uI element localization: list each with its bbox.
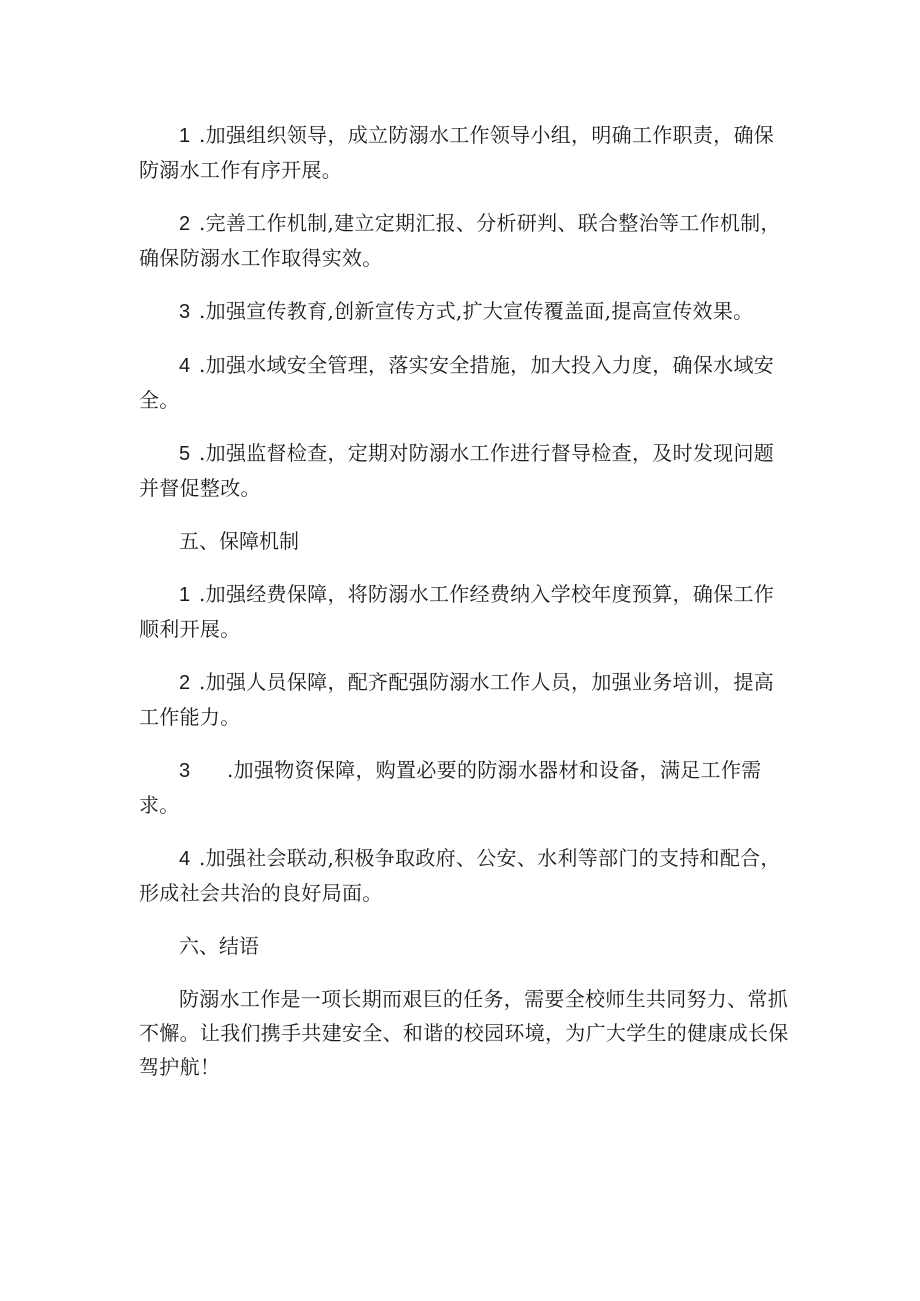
item-number: 5 [179, 443, 191, 465]
item-text: .加强水域安全管理，落实安全措施，加大投入力度，确保水域安全。 [139, 353, 775, 412]
item-number: 4 [179, 355, 191, 377]
item-number: 1 [179, 584, 191, 606]
list-item [139, 665, 789, 734]
item-text: .加强物资保障，购置必要的防溺水器材和设备，满足工作需求。 [139, 758, 762, 817]
item-text: .加强人员保障，配齐配强防溺水工作人员，加强业务培训，提高工作能力。 [139, 670, 775, 729]
list-item [139, 294, 789, 329]
item-text: .加强监督检查，定期对防溺水工作进行督导检查，及时发现问题并督促整改。 [139, 441, 775, 500]
item-text: .加强宣传教育,创新宣传方式,扩大宣传覆盖面,提高宣传效果。 [199, 299, 754, 323]
item-text: .加强组织领导，成立防溺水工作领导小组，明确工作职责，确保防溺水工作有序开展。 [139, 123, 775, 182]
item-text: .加强社会联动,积极争取政府、公安、水利等部门的支持和配合，形成社会共治的良好局面。 [139, 846, 781, 905]
item-number: 3 [179, 301, 191, 323]
list-item [139, 753, 789, 822]
item-number: 1 [179, 125, 191, 147]
item-number: 4 [179, 848, 191, 870]
item-number: 2 [179, 213, 191, 235]
list-item [139, 577, 789, 646]
list-item [139, 348, 789, 417]
list-item [139, 118, 789, 187]
conclusion-paragraph: 防溺水工作是一项长期而艰巨的任务，需要全校师生共同努力、常抓不懈。让我们携手共建安全、和谐的校园环境，为广大学生的健康成长保驾护航！ [139, 987, 789, 1079]
document-body [139, 118, 789, 1103]
section-heading: 五、保障机制 [179, 529, 299, 553]
item-number: 3 [179, 760, 191, 782]
list-item [139, 841, 789, 910]
item-number: 2 [179, 672, 191, 694]
item-text: .加强经费保障，将防溺水工作经费纳入学校年度预算，确保工作顺利开展。 [139, 582, 775, 641]
list-item [139, 436, 789, 505]
list-item [139, 206, 789, 275]
section-heading: 六、结语 [179, 934, 259, 958]
item-text: .完善工作机制,建立定期汇报、分析研判、联合整治等工作机制，确保防溺水工作取得实效。 [139, 211, 781, 270]
